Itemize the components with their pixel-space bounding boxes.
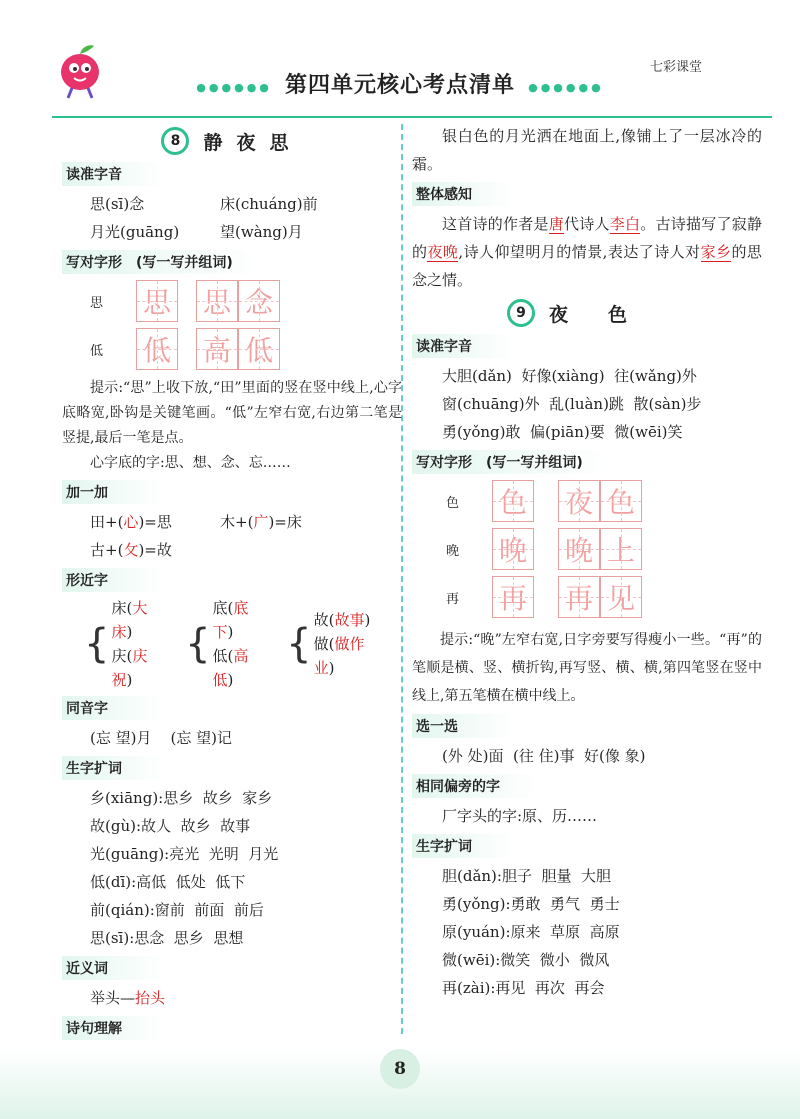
writing-tip: 提示:“晚”左窄右宽,日字旁要写得瘦小一些。“再”的笔顺是横、竖、横折钩,再写竖、横、横,第四笔竖在竖中线上,第五笔横在横中线上。 — [412, 632, 762, 704]
section-expand: 生字扩词 — [412, 834, 540, 858]
writing-tip: 提示:“思”上收下放,“田”里面的竖在竖中线上,心字底略宽,卧钩是关键笔画。“低”左窄右宽,右边第二笔是竖提,最后一笔是点。 — [62, 380, 402, 446]
char-grid-row: 晚 晚 晚 上 — [412, 528, 762, 570]
section-read: 读准字音 — [62, 162, 190, 186]
similar-pair: { 底(底下) 低(高低) — [185, 599, 249, 689]
page-title: 第四单元核心考点清单 — [284, 72, 515, 98]
lesson-8-heading — [62, 124, 402, 158]
similar-pair: { 床(大床) 庆(庆祝) — [84, 599, 148, 689]
expand-row: 低(dī):高低 低处 低下 — [90, 873, 246, 891]
add-row: 田+(心)=思 木+(广)=床 — [90, 513, 302, 531]
poem-explanation: 银白色的月光洒在地面上,像铺上了一层冰冷的霜。 — [412, 127, 762, 173]
page-header — [0, 68, 800, 99]
expand-row: 乡(xiāng):思乡 故乡 家乡 — [90, 789, 273, 807]
lesson-name: 夜色 — [548, 303, 667, 326]
section-poem: 诗句理解 — [62, 1016, 190, 1040]
read-row: 窗(chuāng)外 乱(luàn)跳 散(sàn)步 — [442, 395, 702, 413]
brand-label: 七彩课堂 — [649, 60, 702, 75]
left-column — [62, 122, 402, 1072]
expand-row: 微(wēi):微笑 微小 微风 — [442, 951, 610, 969]
add-row: 古+(攵)=故 — [90, 541, 172, 559]
expand-row: 故(gù):故人 故乡 故事 — [90, 817, 251, 835]
right-column — [412, 122, 762, 1002]
similar-pair: { 故(故事) 做(做作业) — [286, 611, 371, 677]
char-grid-row: 色 色 夜 色 — [412, 480, 762, 522]
synonym-row: 举头—抬头 — [90, 989, 166, 1007]
section-write: 写对字形 (写一写并组词) — [62, 250, 310, 274]
section-similar: 形近字 — [62, 568, 190, 592]
expand-row: 思(sī):思念 思乡 思想 — [90, 929, 244, 947]
header-rule — [52, 116, 772, 118]
expand-row: 前(qián):窗前 前面 前后 — [90, 901, 264, 919]
overall-text: 这首诗的作者是唐代诗人李白。古诗描写了寂静的夜晚,诗人仰望明月的情景,表达了诗人对家乡的思念之情。 — [412, 215, 762, 289]
read-row: 月光(guāng) 望(wàng)月 — [90, 223, 303, 241]
section-synonym: 近义词 — [62, 956, 190, 980]
section-choose: 选一选 — [412, 714, 540, 738]
radical-row: 厂字头的字:原、历…… — [442, 807, 598, 825]
read-row: 思(sī)念 床(chuáng)前 — [90, 195, 318, 213]
lesson-name: 静夜思 — [203, 131, 303, 154]
read-row: 大胆(dǎn) 好像(xiàng) 往(wǎng)外 — [442, 367, 697, 385]
choose-row: (外 处)面 (往 住)事 好(像 象) — [442, 747, 646, 765]
similar-chars — [62, 596, 402, 692]
lesson-number: 9 — [507, 299, 535, 327]
title-dots-left: ●●●●●● — [196, 81, 272, 94]
expand-row: 胆(dǎn):胆子 胆量 大胆 — [442, 867, 612, 885]
expand-row: 原(yuán):原来 草原 高原 — [442, 923, 620, 941]
section-read: 读准字音 — [412, 334, 540, 358]
char-grid-row: 思 思 思 念 — [62, 280, 402, 322]
read-row: 勇(yǒng)敢 偏(piān)要 微(wēi)笑 — [442, 423, 683, 441]
char-grid-row: 再 再 再 见 — [412, 576, 762, 618]
section-overall: 整体感知 — [412, 182, 540, 206]
section-write: 写对字形 (写一写并组词) — [412, 450, 660, 474]
expand-row: 再(zài):再见 再次 再会 — [442, 979, 605, 997]
page-number: 8 — [380, 1049, 420, 1089]
writing-tip-2: 心字底的字:思、想、念、忘…… — [90, 455, 291, 471]
lesson-number: 8 — [161, 127, 189, 155]
expand-row: 光(guāng):亮光 光明 月光 — [90, 845, 279, 863]
lesson-9-heading — [412, 296, 762, 330]
section-add: 加一加 — [62, 480, 190, 504]
expand-row: 勇(yǒng):勇敢 勇气 勇士 — [442, 895, 620, 913]
section-homophone: 同音字 — [62, 696, 190, 720]
title-dots-right: ●●●●●● — [528, 81, 604, 94]
section-radical: 相同偏旁的字 — [412, 774, 570, 798]
homophone-row: (忘 望)月 (忘 望)记 — [90, 729, 233, 747]
char-grid-row: 低 低 高 低 — [62, 328, 402, 370]
section-expand: 生字扩词 — [62, 756, 190, 780]
